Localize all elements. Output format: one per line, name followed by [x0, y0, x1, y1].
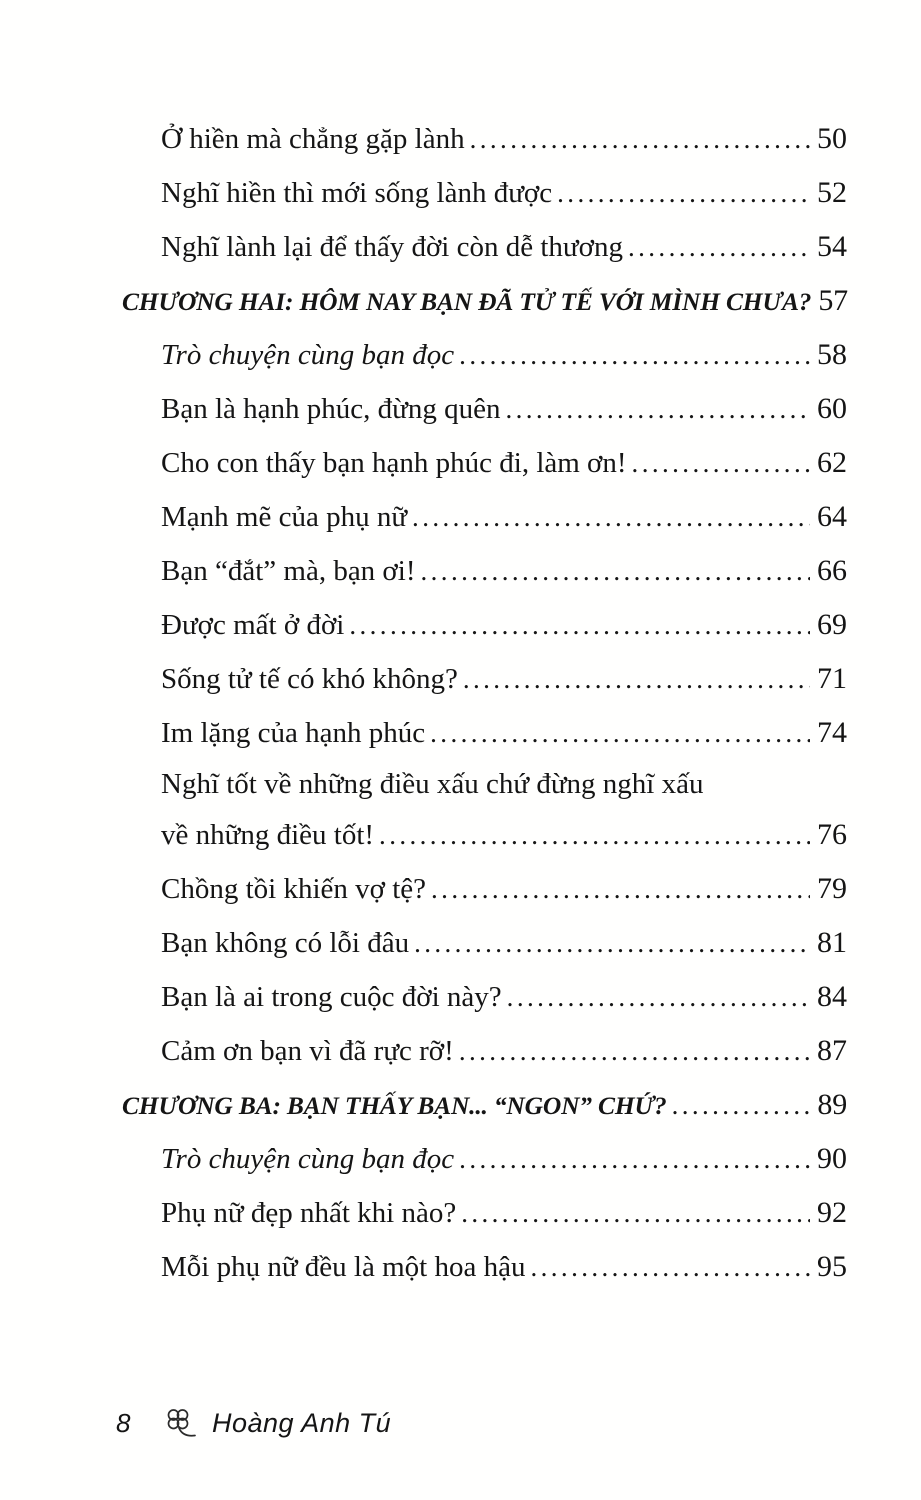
toc-entry-title: Sống tử tế có khó không? [161, 663, 458, 695]
toc-entry-title: Phụ nữ đẹp nhất khi nào? [161, 1197, 457, 1229]
toc-entry [122, 436, 847, 490]
toc-entry-page: 64 [817, 500, 847, 533]
toc-entry-page: 92 [817, 1196, 847, 1229]
dot-leader [461, 1186, 810, 1240]
toc-entry-title: Im lặng của hạnh phúc [161, 717, 426, 749]
toc-entry-page: 54 [817, 230, 847, 263]
toc-entry-title: Ở hiền mà chẳng gặp lành [161, 123, 465, 155]
dot-leader [557, 166, 810, 220]
toc-entry-title: về những điều tốt! [161, 819, 375, 851]
toc-entry [122, 862, 847, 916]
toc-entry-title: Bạn “đắt” mà, bạn ơi! [161, 555, 416, 587]
toc-entry-title: Bạn không có lỗi đâu [161, 927, 410, 959]
dot-leader [632, 436, 810, 490]
toc-entry [122, 490, 847, 544]
toc-entry [122, 808, 847, 862]
table-of-contents [122, 112, 847, 1294]
toc-entry [122, 598, 847, 652]
dot-leader [470, 112, 810, 166]
toc-entry [122, 1186, 847, 1240]
dot-leader [459, 1132, 810, 1186]
toc-entry-title: Được mất ở đời [161, 609, 345, 641]
dot-leader [414, 916, 810, 970]
toc-entry [122, 1024, 847, 1078]
dot-leader [349, 598, 810, 652]
toc-entry-title: Trò chuyện cùng bạn đọc [161, 1143, 455, 1175]
toc-entry-page: 76 [817, 818, 847, 851]
toc-entry [122, 1240, 847, 1294]
dot-leader [412, 490, 810, 544]
toc-entry-page: 69 [817, 608, 847, 641]
toc-entry [122, 760, 847, 808]
toc-entry-title: Bạn là hạnh phúc, đừng quên [161, 393, 501, 425]
dot-leader [421, 544, 811, 598]
toc-entry-page: 84 [817, 980, 847, 1013]
toc-entry [122, 220, 847, 274]
toc-entry-title: CHƯƠNG BA: BẠN THẤY BẠN... “NGON” CHỨ? [122, 1091, 667, 1120]
toc-entry [122, 328, 847, 382]
toc-entry [122, 970, 847, 1024]
toc-entry [122, 382, 847, 436]
toc-entry-page: 52 [817, 176, 847, 209]
footer-page-number: 8 [116, 1408, 131, 1438]
toc-entry-title: Nghĩ lành lại để thấy đời còn dễ thương [161, 231, 623, 263]
toc-entry [122, 166, 847, 220]
dot-leader [463, 652, 810, 706]
toc-entry-page: 90 [817, 1142, 847, 1175]
dot-leader [379, 808, 810, 862]
toc-entry-title: Trò chuyện cùng bạn đọc [161, 339, 455, 371]
toc-entry-page: 62 [817, 446, 847, 479]
toc-entry-page: 71 [817, 662, 847, 695]
toc-entry-title: Chồng tồi khiến vợ tệ? [161, 873, 427, 905]
toc-entry-page: 66 [817, 554, 847, 587]
toc-entry [122, 544, 847, 598]
toc-entry-page: 50 [817, 122, 847, 155]
toc-entry [122, 916, 847, 970]
dot-leader [507, 970, 810, 1024]
dot-leader [530, 1240, 810, 1294]
dot-leader [628, 220, 810, 274]
toc-entry-page: 87 [817, 1034, 847, 1067]
toc-entry-page: 79 [817, 872, 847, 905]
toc-entry-page: 95 [817, 1250, 847, 1283]
toc-entry [122, 652, 847, 706]
toc-entry-page: 60 [817, 392, 847, 425]
toc-entry-page: 89 [817, 1088, 847, 1121]
toc-entry-page: 81 [817, 926, 847, 959]
dot-leader [431, 862, 810, 916]
toc-entry [122, 1132, 847, 1186]
toc-entry-title: Mạnh mẽ của phụ nữ [161, 501, 408, 533]
dot-leader [430, 706, 810, 760]
dot-leader [459, 1024, 810, 1078]
toc-entry-title: Mỗi phụ nữ đều là một hoa hậu [161, 1251, 526, 1283]
toc-entry [122, 1078, 847, 1132]
dot-leader [672, 1078, 816, 1133]
page-footer [116, 1405, 391, 1442]
dot-leader [505, 382, 810, 436]
toc-entry-title: Cho con thấy bạn hạnh phúc đi, làm ơn! [161, 447, 627, 479]
toc-entry-title: Cảm ơn bạn vì đã rực rỡ! [161, 1035, 454, 1067]
toc-entry [122, 706, 847, 760]
toc-entry-title: Nghĩ hiền thì mới sống lành được [161, 177, 553, 209]
toc-entry-title: Bạn là ai trong cuộc đời này? [161, 981, 502, 1013]
toc-entry-title: CHƯƠNG HAI: HÔM NAY BẠN ĐÃ TỬ TẾ VỚI MÌNH CHƯA? [122, 287, 812, 316]
dot-leader [459, 328, 810, 382]
toc-entry-page: 58 [817, 338, 847, 371]
clover-icon [165, 1407, 199, 1444]
toc-entry [122, 112, 847, 166]
toc-entry-title: Nghĩ tốt về những điều xấu chứ đừng nghĩ xấu [161, 768, 704, 800]
footer-author-name: Hoàng Anh Tú [212, 1408, 392, 1438]
toc-entry-page: 57 [818, 284, 848, 317]
toc-entry [122, 274, 847, 328]
toc-entry-page: 74 [817, 716, 847, 749]
